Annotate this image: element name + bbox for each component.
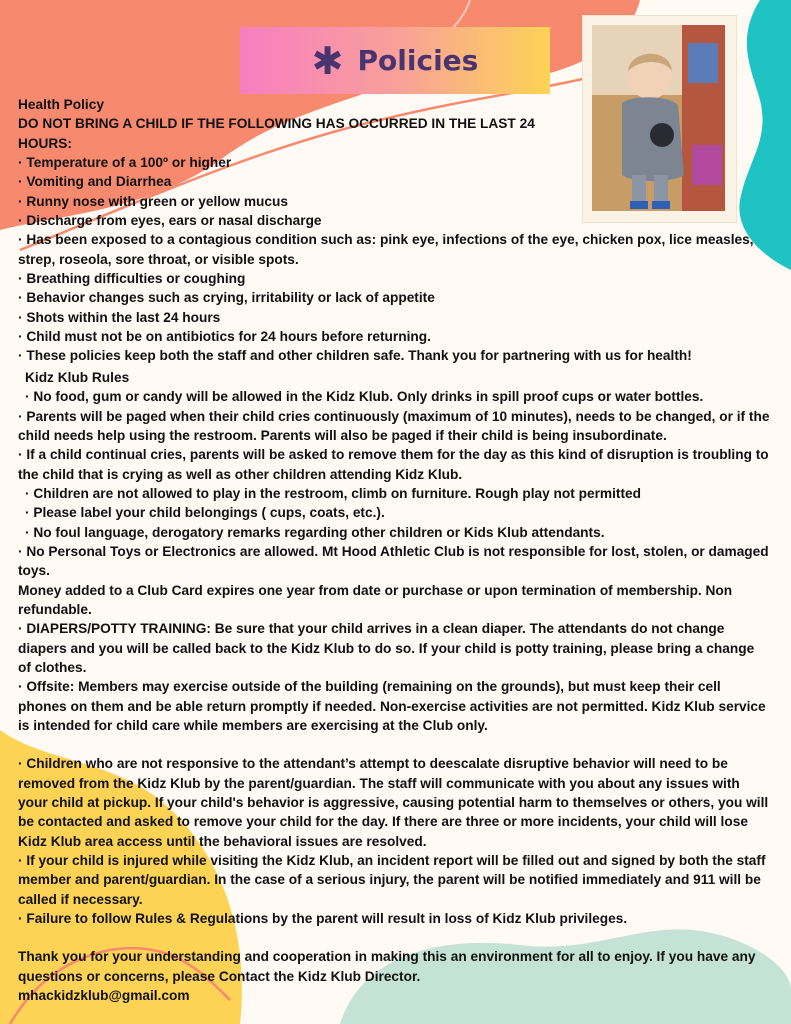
health-item: · Temperature of a 100º or higher (18, 155, 232, 171)
kidz-klub-rules-heading: Kidz Klub Rules (25, 369, 130, 385)
rule-item: · Failure to follow Rules & Regulations by the parent will result in loss of Kidz Klub privileges. (18, 911, 628, 927)
health-item: · Child must not be on antibiotics for 24 hours before returning. (18, 329, 431, 345)
policies-banner (240, 27, 550, 94)
health-item: · Runny nose with green or yellow mucus (18, 193, 288, 209)
rule-item: · No food, gum or candy will be allowed in the Kidz Klub. Only drinks in spill proof cups or water bottles. (25, 389, 704, 405)
health-item: · Breathing difficulties or coughing (18, 271, 246, 287)
rule-item: · No Personal Toys or Electronics are allowed. Mt Hood Athletic Club is not responsible for lost, stolen, or damaged toys. (18, 543, 769, 579)
contact-email[interactable]: mhackidzklub@gmail.com (18, 988, 190, 1004)
health-item: · Shots within the last 24 hours (18, 309, 221, 325)
rule-item: · If your child is injured while visiting the Kidz Klub, an incident report will be filled out and signed by both the staff member and parent/guardian. In the case of a serious injury, the parent will be notified immediately and 911 will be called if necessary. (18, 853, 766, 907)
rule-item: · Offsite: Members may exercise outside of the building (remaining on the grounds), but must keep their cell phones on them and be able return promptly if needed. Non-exercise activities are not permitted. Kidz Klub service is intended for child care while members are exercising at the Club only. (18, 679, 766, 733)
closing-text: Thank you for your understanding and cooperation in making this an environment for all to enjoy. If you have any questions or concerns, please Contact the Kidz Klub Director. (18, 949, 756, 984)
rule-item: Money added to a Club Card expires one year from date or purchase or upon termination of membership. Non refundable. (18, 582, 733, 617)
rule-item: · Children who are not responsive to the attendant’s attempt to deescalate disruptive behavior will need to be removed from the Kidz Klub by the parent/guardian. The staff will communicate with you about any issues with your child at pickup. If your child's behavior is aggressive, causing potential harm to themselves or others, you will be contacted and asked to remove your child for the day. If there are three or more incidents, your child will lose Kidz Klub area access until the behavioral issues are resolved. (18, 756, 769, 849)
health-item: · Has been exposed to a contagious condition such as: pink eye, infections of the eye, chicken pox, lice measles, strep, roseola, sore throat, or visible spots. (18, 232, 754, 267)
asterisk-icon: ✱ (311, 38, 344, 83)
page-title: Policies (357, 44, 479, 77)
health-policy-intro: DO NOT BRING A CHILD IF THE FOLLOWING HAS OCCURRED IN THE LAST 24 HOURS: (18, 116, 535, 151)
health-item: · These policies keep both the staff and other children safe. Thank you for partnering with us for health! (18, 348, 692, 364)
rule-item: · DIAPERS/POTTY TRAINING: Be sure that your child arrives in a clean diaper. The attendants do not change diapers and you will be called back to the Kidz Klub to do so. If your child is potty training, please bring a change of clothes. (18, 621, 755, 675)
rule-item: · Children are not allowed to play in the restroom, climb on furniture. Rough play not permitted (25, 485, 641, 501)
rule-item: · No foul language, derogatory remarks regarding other children or Kids Klub attendants. (25, 524, 605, 540)
policy-content (18, 95, 770, 1005)
health-item: · Discharge from eyes, ears or nasal discharge (18, 213, 322, 229)
health-policy-heading: Health Policy (18, 97, 104, 112)
health-item: · Vomiting and Diarrhea (18, 174, 172, 190)
rule-item: · Parents will be paged when their child cries continuously (maximum of 10 minutes), needs to be changed, or if the child needs help using the restroom. Parents will also be paged if their child is being insubordinate. (18, 408, 770, 443)
rule-item: · If a child continual cries, parents will be asked to remove them for the day as this kind of disruption is troubling to the child that is crying as well as other children attending Kidz Klub. (18, 447, 769, 482)
health-item: · Behavior changes such as crying, irritability or lack of appetite (18, 290, 435, 306)
rule-item: · Please label your child belongings ( cups, coats, etc.). (25, 505, 385, 521)
